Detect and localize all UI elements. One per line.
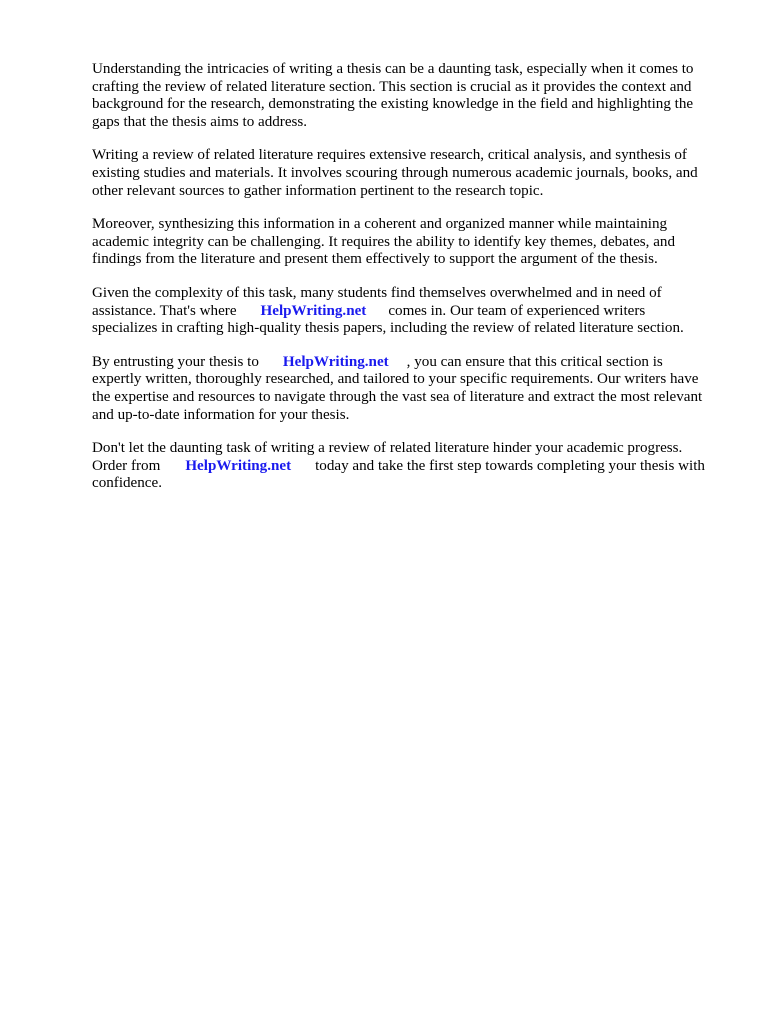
text-line-with-link <box>92 354 732 372</box>
text-line: existing studies and materials. It involves scouring through numerous academic journals, books, and <box>92 164 698 181</box>
text-line: Don't let the daunting task of writing a review of related literature hinder your academic progress. <box>92 440 683 457</box>
paragraph-synthesis <box>92 216 732 269</box>
text-fragment: comes in. Our team of experienced writers <box>388 302 646 319</box>
text-line: crafting the review of related literature section. This section is crucial as it provides the context and <box>92 78 692 95</box>
text-line: specializes in crafting high-quality thesis papers, including the review of related literature section. <box>92 320 684 337</box>
text-line: expertly written, thoroughly researched, and tailored to your specific requirements. Our writers have <box>92 371 699 388</box>
document-page <box>92 61 732 509</box>
text-line: the expertise and resources to navigate through the vast sea of literature and extract the most relevant <box>92 388 703 405</box>
text-line: confidence. <box>92 475 162 492</box>
text-fragment: , you can ensure that this critical section is <box>406 353 663 370</box>
paragraph-complexity <box>92 285 732 338</box>
text-line-with-link <box>92 303 732 321</box>
text-line: other relevant sources to gather information pertinent to the research topic. <box>92 182 544 199</box>
text-fragment: Order from <box>92 457 161 474</box>
helpwriting-link[interactable]: HelpWriting.net <box>185 457 292 474</box>
paragraph-intro <box>92 61 732 131</box>
paragraph-entrusting <box>92 354 732 424</box>
text-line: Moreover, synthesizing this information in a coherent and organized manner while maintaining <box>92 216 668 233</box>
text-line: findings from the literature and present them effectively to support the argument of the thesis. <box>92 251 658 268</box>
text-line: Understanding the intricacies of writing a thesis can be a daunting task, especially when it comes to <box>92 61 694 77</box>
text-line: Given the complexity of this task, many students find themselves overwhelmed and in need of <box>92 284 662 301</box>
text-fragment: today and take the first step towards completing your thesis with <box>315 457 705 474</box>
paragraph-call-to-action <box>92 440 732 493</box>
text-line-with-link <box>92 458 732 476</box>
paragraph-requirements <box>92 147 732 200</box>
text-line: gaps that the thesis aims to address. <box>92 113 308 130</box>
text-line: and up-to-date information for your thesis. <box>92 406 350 423</box>
text-line: background for the research, demonstrating the existing knowledge in the field and highlighting the <box>92 96 694 113</box>
text-line: Writing a review of related literature requires extensive research, critical analysis, and synthesis of <box>92 147 687 164</box>
helpwriting-link[interactable]: HelpWriting.net <box>282 353 389 370</box>
text-fragment: By entrusting your thesis to <box>92 353 259 370</box>
text-line: academic integrity can be challenging. It requires the ability to identify key themes, debates, and <box>92 233 675 250</box>
helpwriting-link[interactable]: HelpWriting.net <box>260 302 367 319</box>
text-fragment: assistance. That's where <box>92 302 237 319</box>
